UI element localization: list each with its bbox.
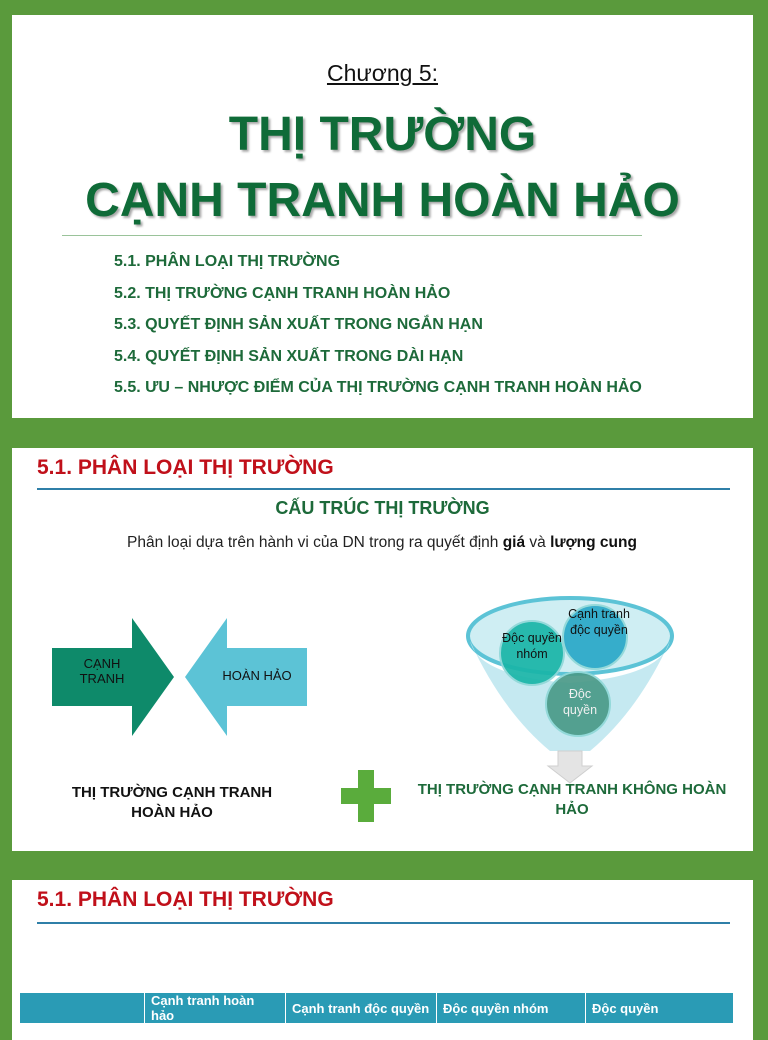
plus-icon <box>341 770 391 822</box>
funnel-label-oligopoly: Độc quyền nhóm <box>502 631 562 661</box>
table-header: Cạnh tranh độc quyền <box>286 993 437 1023</box>
toc-item: 5.1. PHÂN LOẠI THỊ TRƯỜNG <box>114 253 341 270</box>
title-line-2: CẠNH TRANH HOÀN HẢO <box>85 174 680 227</box>
toc-item: 5.4. QUYẾT ĐỊNH SẢN XUẤT TRONG DÀI HẠN <box>114 347 464 365</box>
table-header <box>20 993 145 1023</box>
market-table-slide <box>12 880 753 1040</box>
table-header-row <box>20 993 734 1023</box>
section-divider <box>37 922 730 924</box>
imperfect-competition-label: THỊ TRƯỜNG CẠNH TRANH KHÔNG HOÀN HẢO <box>417 781 727 818</box>
table-header: Độc quyền <box>586 993 734 1023</box>
market-comparison-table <box>20 993 734 1023</box>
toc-item: 5.5. ƯU – NHƯỢC ĐIỂM CỦA THỊ TRƯỜNG CẠNH TRANH HOÀN HẢO <box>114 379 642 396</box>
table-header: Độc quyền nhóm <box>437 993 586 1023</box>
section-title: 5.1. PHÂN LOẠI THỊ TRƯỜNG <box>37 888 334 911</box>
chapter-label: Chương 5: <box>326 60 439 86</box>
section-title: 5.1. PHÂN LOẠI THỊ TRƯỜNG <box>37 456 334 479</box>
table-of-contents <box>114 251 642 409</box>
market-structure-slide <box>12 448 753 851</box>
funnel-label-monopolistic: Cạnh tranh độc quyền <box>568 607 630 637</box>
toc-item: 5.3. QUYẾT ĐỊNH SẢN XUẤT TRONG NGẮN HẠN <box>114 316 483 333</box>
toc-item: 5.2. THỊ TRƯỜNG CẠNH TRANH HOÀN HẢO <box>114 284 451 302</box>
title-divider <box>62 235 642 236</box>
table-header: Cạnh tranh hoàn hảo <box>145 993 286 1023</box>
arrow-left-label: CẠNH TRANH <box>79 656 125 686</box>
arrow-right-label: HOÀN HẢO <box>222 668 292 683</box>
funnel-label-monopoly: Độc quyền <box>562 687 598 717</box>
title-slide <box>12 15 753 418</box>
classification-description: Phân loại dựa trên hành vi của DN trong ra quyết định giá và lượng cung <box>127 534 637 551</box>
section-divider <box>37 488 730 490</box>
title-line-1: THỊ TRƯỜNG <box>228 108 537 161</box>
slide-subtitle: CẤU TRÚC THỊ TRƯỜNG <box>275 498 490 518</box>
perfect-competition-label: THỊ TRƯỜNG CẠNH TRANH HOÀN HẢO <box>71 784 273 821</box>
